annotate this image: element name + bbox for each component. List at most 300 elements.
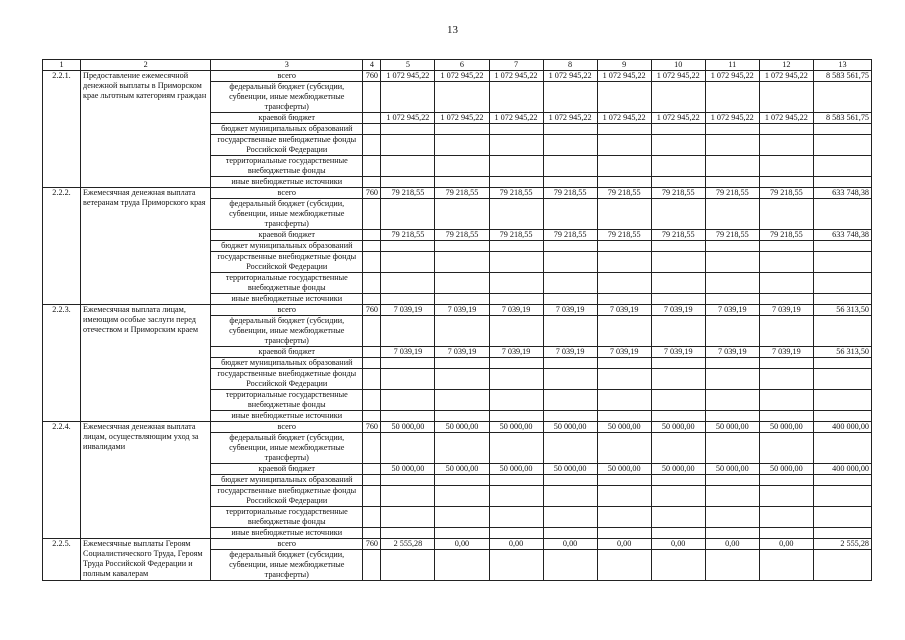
empty-cell [813,316,871,347]
empty-cell [651,475,705,486]
empty-cell [363,294,381,305]
amount-cell: 7 039,19 [381,347,435,358]
amount-cell: 79 218,55 [759,230,813,241]
amount-cell: 0,00 [435,539,489,550]
amount-cell: 7 039,19 [543,347,597,358]
empty-cell [363,135,381,156]
empty-cell [597,252,651,273]
amount-cell: 2 555,28 [813,539,871,550]
amount-cell: 7 039,19 [705,347,759,358]
column-header: 2 [81,60,211,71]
amount-cell: 50 000,00 [651,464,705,475]
amount-cell: 1 072 945,22 [759,113,813,124]
amount-cell: 50 000,00 [651,422,705,433]
amount-cell: 50 000,00 [543,464,597,475]
empty-cell [381,486,435,507]
amount-cell: 0,00 [651,539,705,550]
funding-source-territorial-funds: территориальные государственные внебюджетные фонды [211,273,363,294]
empty-cell [489,273,543,294]
empty-cell [543,241,597,252]
empty-cell [543,135,597,156]
funding-source-territorial-funds: территориальные государственные внебюджетные фонды [211,156,363,177]
empty-cell [435,550,489,581]
empty-cell [381,475,435,486]
table-row [43,422,872,433]
amount-cell: 50 000,00 [543,422,597,433]
empty-cell [651,135,705,156]
empty-cell [651,369,705,390]
budget-table [42,59,872,581]
empty-cell [381,124,435,135]
empty-cell [381,252,435,273]
amount-cell: 1 072 945,22 [489,71,543,82]
empty-cell [759,390,813,411]
indicator-code: 760 [363,422,381,433]
funding-source-other: иные внебюджетные источники [211,294,363,305]
empty-cell [381,82,435,113]
empty-cell [759,156,813,177]
empty-cell [381,390,435,411]
funding-source-federal: федеральный бюджет (субсидии, субвенции, иные межбюджетные трансферты) [211,550,363,581]
column-header: 7 [489,60,543,71]
empty-cell [489,358,543,369]
empty-cell [651,124,705,135]
empty-cell [489,411,543,422]
empty-cell [363,433,381,464]
measure-name: Ежемесячная денежная выплата лицам, осуществляющим уход за инвалидами [81,422,211,539]
amount-cell: 56 313,50 [813,305,871,316]
empty-cell [651,316,705,347]
amount-cell: 7 039,19 [651,347,705,358]
column-number-row [43,60,872,71]
empty-cell [543,82,597,113]
empty-cell [759,528,813,539]
amount-cell: 1 072 945,22 [597,113,651,124]
empty-cell [651,433,705,464]
empty-cell [651,528,705,539]
funding-source-municipal: бюджет муниципальных образований [211,475,363,486]
measure-code: 2.2.2. [43,188,81,305]
empty-cell [489,82,543,113]
indicator-code: 760 [363,305,381,316]
empty-cell [543,528,597,539]
empty-cell [813,358,871,369]
table-row [43,305,872,316]
empty-cell [543,199,597,230]
empty-cell [381,135,435,156]
empty-cell [597,358,651,369]
funding-source-total: всего [211,539,363,550]
empty-cell [543,252,597,273]
amount-cell: 400 000,00 [813,422,871,433]
empty-cell [543,369,597,390]
table-row [43,71,872,82]
empty-cell [651,252,705,273]
amount-cell: 7 039,19 [489,347,543,358]
empty-cell [759,241,813,252]
empty-cell [813,252,871,273]
empty-cell [597,411,651,422]
measure-name: Ежемесячная выплата лицам, имеющим особые заслуги перед отечеством и Приморским краем [81,305,211,422]
amount-cell: 7 039,19 [651,305,705,316]
empty-cell [759,507,813,528]
empty-cell [435,486,489,507]
amount-cell: 633 748,38 [813,188,871,199]
empty-cell [543,156,597,177]
amount-cell: 50 000,00 [759,422,813,433]
funding-source-other: иные внебюджетные источники [211,411,363,422]
amount-cell: 400 000,00 [813,464,871,475]
empty-cell [435,316,489,347]
empty-cell [651,294,705,305]
empty-cell [759,273,813,294]
amount-cell: 1 072 945,22 [381,71,435,82]
funding-source-municipal: бюджет муниципальных образований [211,358,363,369]
empty-cell [705,507,759,528]
empty-cell [381,316,435,347]
empty-cell [597,124,651,135]
amount-cell: 1 072 945,22 [381,113,435,124]
amount-cell: 79 218,55 [759,188,813,199]
amount-cell: 0,00 [597,539,651,550]
funding-source-federal: федеральный бюджет (субсидии, субвенции, иные межбюджетные трансферты) [211,433,363,464]
amount-cell: 7 039,19 [597,305,651,316]
amount-cell: 50 000,00 [435,422,489,433]
empty-cell [363,369,381,390]
empty-cell [597,507,651,528]
empty-cell [813,390,871,411]
empty-cell [597,156,651,177]
empty-cell [813,241,871,252]
empty-cell [435,199,489,230]
empty-cell [435,252,489,273]
empty-cell [435,390,489,411]
empty-cell [651,156,705,177]
empty-cell [705,358,759,369]
column-header: 4 [363,60,381,71]
empty-cell [597,486,651,507]
table-row [43,539,872,550]
empty-cell [651,486,705,507]
amount-cell: 633 748,38 [813,230,871,241]
column-header: 8 [543,60,597,71]
amount-cell: 56 313,50 [813,347,871,358]
empty-cell [705,135,759,156]
empty-cell [759,316,813,347]
amount-cell: 7 039,19 [759,305,813,316]
empty-cell [489,507,543,528]
amount-cell: 1 072 945,22 [435,113,489,124]
empty-cell [651,550,705,581]
empty-cell [363,507,381,528]
empty-cell [489,369,543,390]
amount-cell: 1 072 945,22 [435,71,489,82]
funding-source-state-funds: государственные внебюджетные фонды Российской Федерации [211,369,363,390]
empty-cell [381,294,435,305]
funding-source-territorial-funds: территориальные государственные внебюджетные фонды [211,507,363,528]
amount-cell: 50 000,00 [597,464,651,475]
empty-cell [543,475,597,486]
empty-cell [651,177,705,188]
empty-cell [759,486,813,507]
indicator-code: 760 [363,539,381,550]
empty-cell [489,528,543,539]
empty-cell [813,177,871,188]
empty-cell [759,135,813,156]
amount-cell: 50 000,00 [705,464,759,475]
funding-source-state-funds: государственные внебюджетные фонды Российской Федерации [211,486,363,507]
empty-cell [435,135,489,156]
empty-cell [705,241,759,252]
empty-cell [813,369,871,390]
table-body [43,71,872,581]
empty-cell [651,273,705,294]
amount-cell: 2 555,28 [381,539,435,550]
empty-cell [813,124,871,135]
amount-cell: 7 039,19 [435,305,489,316]
empty-cell [813,433,871,464]
column-header: 10 [651,60,705,71]
amount-cell: 79 218,55 [435,188,489,199]
empty-cell [597,294,651,305]
empty-cell [597,273,651,294]
empty-cell [705,390,759,411]
funding-source-territorial-funds: территориальные государственные внебюджетные фонды [211,390,363,411]
empty-cell [435,528,489,539]
empty-cell [363,199,381,230]
empty-cell [705,475,759,486]
amount-cell: 79 218,55 [489,230,543,241]
empty-cell [381,507,435,528]
empty-cell [759,369,813,390]
empty-cell [489,550,543,581]
empty-cell [759,199,813,230]
empty-cell [363,241,381,252]
empty-cell [597,135,651,156]
empty-cell [363,273,381,294]
empty-cell [489,316,543,347]
empty-cell [489,199,543,230]
funding-source-state-funds: государственные внебюджетные фонды Российской Федерации [211,252,363,273]
table-row [43,188,872,199]
empty-cell [813,199,871,230]
funding-source-municipal: бюджет муниципальных образований [211,124,363,135]
empty-cell [363,82,381,113]
empty-cell [543,390,597,411]
funding-source-regional: краевой бюджет [211,347,363,358]
empty-cell [363,486,381,507]
empty-cell [543,433,597,464]
funding-source-federal: федеральный бюджет (субсидии, субвенции, иные межбюджетные трансферты) [211,316,363,347]
empty-cell [705,316,759,347]
empty-cell [651,411,705,422]
empty-cell [381,369,435,390]
measure-name: Ежемесячная денежная выплата ветеранам труда Приморского края [81,188,211,305]
empty-cell [759,294,813,305]
empty-cell [543,316,597,347]
funding-source-state-funds: государственные внебюджетные фонды Российской Федерации [211,135,363,156]
amount-cell: 7 039,19 [759,347,813,358]
amount-cell: 0,00 [705,539,759,550]
empty-cell [705,124,759,135]
empty-cell [813,528,871,539]
amount-cell: 1 072 945,22 [705,113,759,124]
funding-source-regional: краевой бюджет [211,113,363,124]
amount-cell: 79 218,55 [435,230,489,241]
empty-cell [705,411,759,422]
empty-cell [705,252,759,273]
empty-cell [435,475,489,486]
empty-cell [813,486,871,507]
empty-cell [489,124,543,135]
amount-cell: 7 039,19 [543,305,597,316]
empty-cell [813,82,871,113]
empty-cell [543,273,597,294]
empty-cell [651,241,705,252]
empty-cell [651,199,705,230]
amount-cell: 0,00 [489,539,543,550]
empty-cell [435,241,489,252]
amount-cell: 1 072 945,22 [543,113,597,124]
empty-cell [759,177,813,188]
amount-cell: 50 000,00 [489,422,543,433]
empty-cell [813,294,871,305]
amount-cell: 50 000,00 [381,464,435,475]
empty-cell [381,273,435,294]
empty-cell [381,241,435,252]
empty-cell [363,113,381,124]
amount-cell: 1 072 945,22 [543,71,597,82]
amount-cell: 79 218,55 [597,188,651,199]
measure-code: 2.2.4. [43,422,81,539]
empty-cell [651,390,705,411]
empty-cell [363,316,381,347]
empty-cell [543,507,597,528]
amount-cell: 79 218,55 [705,230,759,241]
measure-code: 2.2.3. [43,305,81,422]
empty-cell [813,156,871,177]
empty-cell [705,550,759,581]
funding-source-total: всего [211,305,363,316]
column-header: 3 [211,60,363,71]
empty-cell [597,177,651,188]
empty-cell [435,156,489,177]
amount-cell: 8 583 561,75 [813,71,871,82]
empty-cell [435,294,489,305]
column-header: 1 [43,60,81,71]
amount-cell: 79 218,55 [381,188,435,199]
empty-cell [813,273,871,294]
empty-cell [543,486,597,507]
empty-cell [705,486,759,507]
funding-source-other: иные внебюджетные источники [211,528,363,539]
empty-cell [759,475,813,486]
empty-cell [759,82,813,113]
empty-cell [489,475,543,486]
amount-cell: 79 218,55 [381,230,435,241]
empty-cell [543,177,597,188]
amount-cell: 1 072 945,22 [597,71,651,82]
column-header: 5 [381,60,435,71]
empty-cell [651,82,705,113]
empty-cell [759,124,813,135]
empty-cell [705,177,759,188]
amount-cell: 50 000,00 [489,464,543,475]
amount-cell: 79 218,55 [651,188,705,199]
empty-cell [813,411,871,422]
amount-cell: 8 583 561,75 [813,113,871,124]
empty-cell [597,475,651,486]
funding-source-federal: федеральный бюджет (субсидии, субвенции, иные межбюджетные трансферты) [211,199,363,230]
measure-name: Ежемесячные выплаты Героям Социалистического Труда, Героям Труда Российской Федерации и полным кавалерам [81,539,211,581]
column-header: 12 [759,60,813,71]
empty-cell [489,252,543,273]
empty-cell [759,433,813,464]
empty-cell [363,230,381,241]
funding-source-total: всего [211,71,363,82]
empty-cell [597,528,651,539]
empty-cell [597,199,651,230]
amount-cell: 50 000,00 [435,464,489,475]
column-header: 11 [705,60,759,71]
empty-cell [543,358,597,369]
empty-cell [381,528,435,539]
empty-cell [363,252,381,273]
empty-cell [759,252,813,273]
empty-cell [489,156,543,177]
empty-cell [363,528,381,539]
empty-cell [435,507,489,528]
empty-cell [381,358,435,369]
empty-cell [597,316,651,347]
funding-source-total: всего [211,188,363,199]
empty-cell [813,507,871,528]
empty-cell [597,82,651,113]
empty-cell [705,199,759,230]
measure-name: Предоставление ежемесячной денежной выплаты в Приморском крае льготным категориям граждан [81,71,211,188]
amount-cell: 79 218,55 [543,230,597,241]
empty-cell [363,156,381,177]
empty-cell [489,294,543,305]
empty-cell [435,358,489,369]
funding-source-regional: краевой бюджет [211,230,363,241]
empty-cell [597,433,651,464]
empty-cell [435,177,489,188]
amount-cell: 7 039,19 [705,305,759,316]
empty-cell [543,411,597,422]
amount-cell: 0,00 [759,539,813,550]
amount-cell: 1 072 945,22 [651,71,705,82]
amount-cell: 7 039,19 [435,347,489,358]
empty-cell [543,124,597,135]
empty-cell [435,433,489,464]
amount-cell: 1 072 945,22 [705,71,759,82]
empty-cell [813,475,871,486]
amount-cell: 50 000,00 [705,422,759,433]
amount-cell: 79 218,55 [489,188,543,199]
empty-cell [759,358,813,369]
empty-cell [381,411,435,422]
empty-cell [705,273,759,294]
amount-cell: 7 039,19 [489,305,543,316]
empty-cell [363,475,381,486]
amount-cell: 0,00 [543,539,597,550]
empty-cell [597,550,651,581]
funding-source-other: иные внебюджетные источники [211,177,363,188]
page-number: 13 [447,24,458,36]
empty-cell [489,135,543,156]
empty-cell [363,124,381,135]
